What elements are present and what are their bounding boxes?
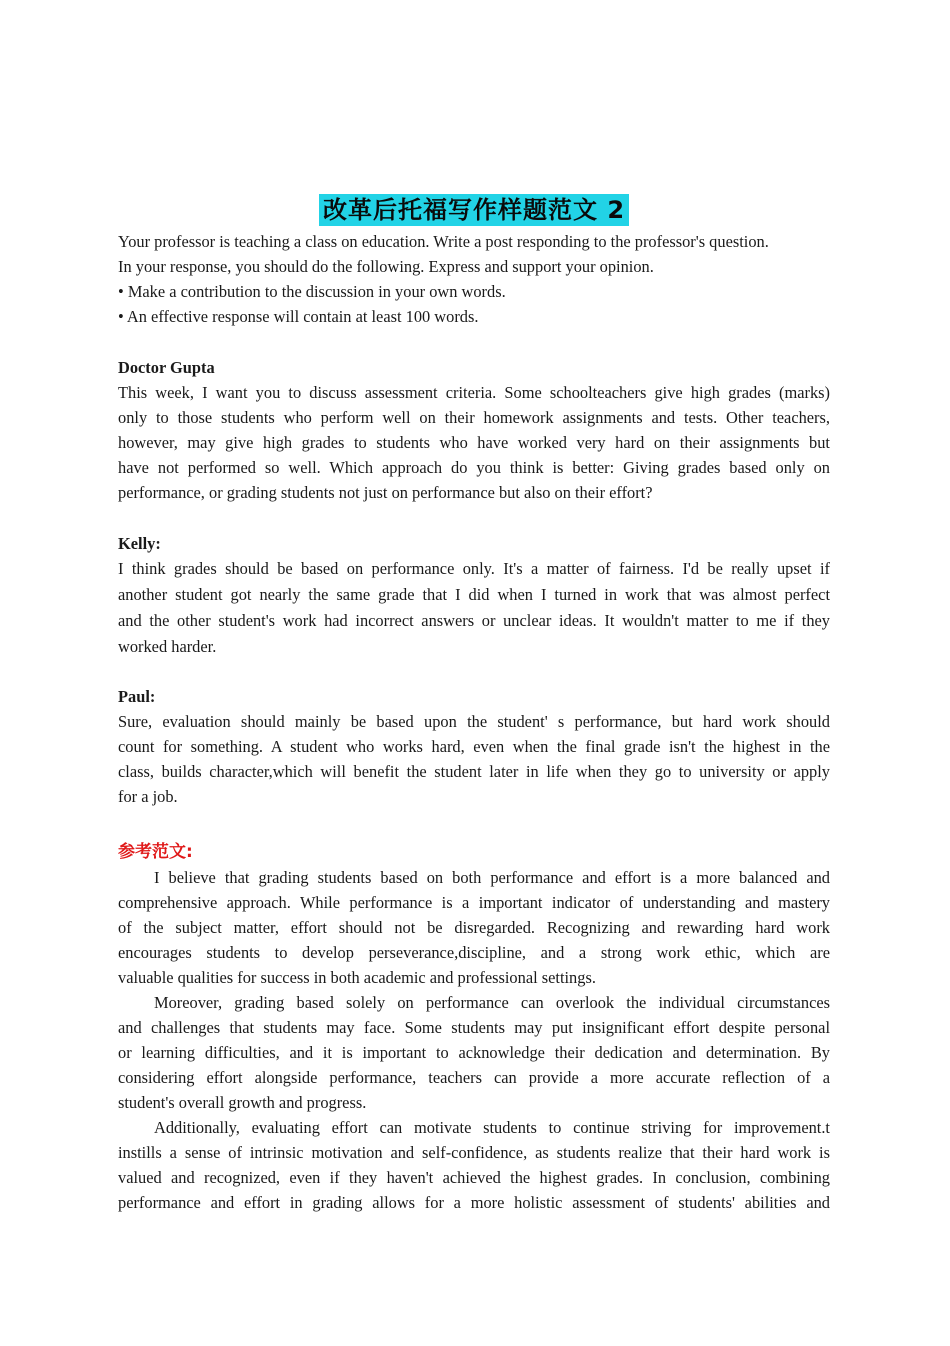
essay-line: valued and recognized, even if they haven't achieved the highest grades. In conclusion, combining [118,1168,830,1187]
essay-line: valuable qualities for success in both academic and professional settings. [118,968,596,987]
paul-line: class, builds character,which will benefit the student later in life when they go to university or apply [118,762,830,781]
instruction-bullet: • An effective response will contain at least 100 words. [118,307,479,326]
essay-line: I believe that grading students based on both performance and effort is a more balanced and [154,868,830,887]
professor-line: only to those students who perform well on their homework assignments and tests. Other teachers, [118,408,830,427]
reference-label: 参考范文: [118,842,193,862]
kelly-line: I think grades should be based on performance only. It's a matter of fairness. I'd be really upset if [118,559,830,578]
professor-name: Doctor Gupta [118,358,215,377]
professor-post [118,355,830,505]
essay-line: considering effort alongside performance, teachers can provide a more accurate reflection of a [118,1068,830,1087]
title-wrap [118,194,830,226]
essay-line: Additionally, evaluating effort can motivate students to continue striving for improvement.t [154,1118,830,1137]
professor-line: This week, I want you to discuss assessment criteria. Some schoolteachers give high grades (marks) [118,383,830,402]
kelly-line: another student got nearly the same grade that I did when I turned in work that was almost perfect [118,585,830,604]
kelly-post [118,531,830,660]
professor-line: however, may give high grades to students who have worked very hard on their assignments but [118,433,830,452]
instructions [118,229,830,329]
instruction-bullet: • Make a contribution to the discussion in your own words. [118,282,506,301]
kelly-name: Kelly: [118,534,161,553]
paul-name: Paul: [118,687,156,706]
paul-line: count for something. A student who works hard, even when the final grade isn't the highest in the [118,737,830,756]
reference-essay [118,865,830,1215]
professor-line: have not performed so well. Which approach do you think is better: Giving grades based only on [118,458,830,477]
essay-line: instills a sense of intrinsic motivation and self-confidence, as students realize that their hard work is [118,1143,830,1162]
kelly-line: worked harder. [118,637,217,656]
essay-line: or learning difficulties, and it is important to acknowledge their dedication and determination. By [118,1043,830,1062]
essay-line: of the subject matter, effort should not be disregarded. Recognizing and rewarding hard work [118,918,830,937]
essay-line: performance and effort in grading allows for a more holistic assessment of students' abilities and [118,1193,830,1212]
paul-line: for a job. [118,787,178,806]
professor-line: performance, or grading students not just on performance but also on their effort? [118,483,653,502]
paul-line: Sure, evaluation should mainly be based upon the student' s performance, but hard work should [118,712,830,731]
essay-line: encourages students to develop perseverance,discipline, and a strong work ethic, which are [118,943,830,962]
essay-line: and challenges that students may face. Some students may put insignificant effort despite personal [118,1018,830,1037]
document-title: 改革后托福写作样题范文 2 [319,194,629,226]
instruction-line: Your professor is teaching a class on education. Write a post responding to the professor's question. [118,232,769,251]
essay-line: Moreover, grading based solely on performance can overlook the individual circumstances [154,993,830,1012]
instruction-line: In your response, you should do the following. Express and support your opinion. [118,257,654,276]
essay-line: student's overall growth and progress. [118,1093,367,1112]
kelly-line: and the other student's work had incorrect answers or unclear ideas. It wouldn't matter to me if they [118,611,830,630]
paul-post [118,684,830,809]
essay-line: comprehensive approach. While performance is a important indicator of understanding and mastery [118,893,830,912]
